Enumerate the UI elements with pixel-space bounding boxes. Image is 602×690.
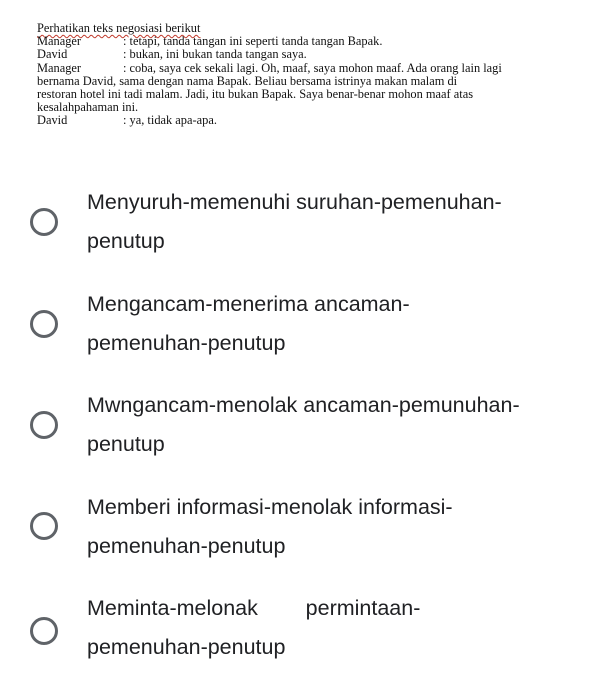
answer-option-label	[87, 386, 592, 464]
dialogue-text: : bukan, ini bukan tanda tangan saya.	[123, 47, 307, 62]
dialogue-text: : tetapi, tanda tangan ini seperti tanda tangan Bapak.	[123, 34, 383, 49]
radio-button-icon[interactable]	[30, 208, 58, 236]
option-line-1: Mengancam-menerima ancaman-	[87, 292, 410, 316]
option-line-2: penutup	[87, 229, 165, 253]
dialogue-continuation: bernama David, sama dengan nama Bapak. Beliau bersama istrinya makan malam di	[37, 73, 458, 88]
answer-option-label	[87, 589, 592, 667]
dialogue-line	[37, 114, 582, 127]
negotiation-passage	[37, 22, 582, 128]
speaker-name: Manager	[37, 60, 82, 75]
answer-option-5[interactable]	[0, 589, 602, 690]
answer-option-2[interactable]	[0, 286, 602, 387]
option-line-1: Mwngancam-menolak ancaman-pemunuhan-	[87, 393, 520, 417]
dialogue-line	[37, 62, 582, 75]
answer-option-label	[87, 285, 592, 363]
option-line-1: Menyuruh-memenuhi suruhan-pemenuhan-	[87, 190, 502, 214]
speaker-name: David	[37, 47, 68, 62]
dialogue-continuation: kesalahpahaman ini.	[37, 100, 139, 115]
option-line-2: pemenuhan-penutup	[87, 534, 286, 558]
answer-option-4[interactable]	[0, 488, 602, 589]
dialogue-continuation: restoran hotel ini tadi malam. Jadi, itu bukan Bapak. Saya benar-benar mohon maaf atas	[37, 87, 474, 102]
speaker-name: Manager	[37, 34, 82, 49]
answer-option-label	[87, 183, 592, 261]
option-line-2: penutup	[87, 432, 165, 456]
answer-option-3[interactable]	[0, 387, 602, 488]
option-line-1: Meminta-melonak permintaan-	[87, 596, 421, 620]
answer-option-1[interactable]	[0, 185, 602, 286]
radio-button-icon[interactable]	[30, 411, 58, 439]
radio-button-icon[interactable]	[30, 617, 58, 645]
dialogue-text: : coba, saya cek sekali lagi. Oh, maaf, saya mohon maaf. Ada orang lain lagi	[123, 60, 502, 75]
answer-option-label	[87, 488, 592, 566]
dialogue-text: : ya, tidak apa-apa.	[123, 113, 217, 128]
radio-button-icon[interactable]	[30, 512, 58, 540]
dialogue-line	[37, 35, 582, 48]
speaker-name: David	[37, 113, 68, 128]
radio-button-icon[interactable]	[30, 310, 58, 338]
passage-title: Perhatikan teks negosiasi berikut	[37, 21, 201, 35]
option-line-2: pemenuhan-penutup	[87, 331, 286, 355]
option-line-2: pemenuhan-penutup	[87, 635, 286, 659]
answer-options	[0, 185, 602, 690]
dialogue-line	[37, 48, 582, 61]
option-line-1: Memberi informasi-menolak informasi-	[87, 495, 453, 519]
